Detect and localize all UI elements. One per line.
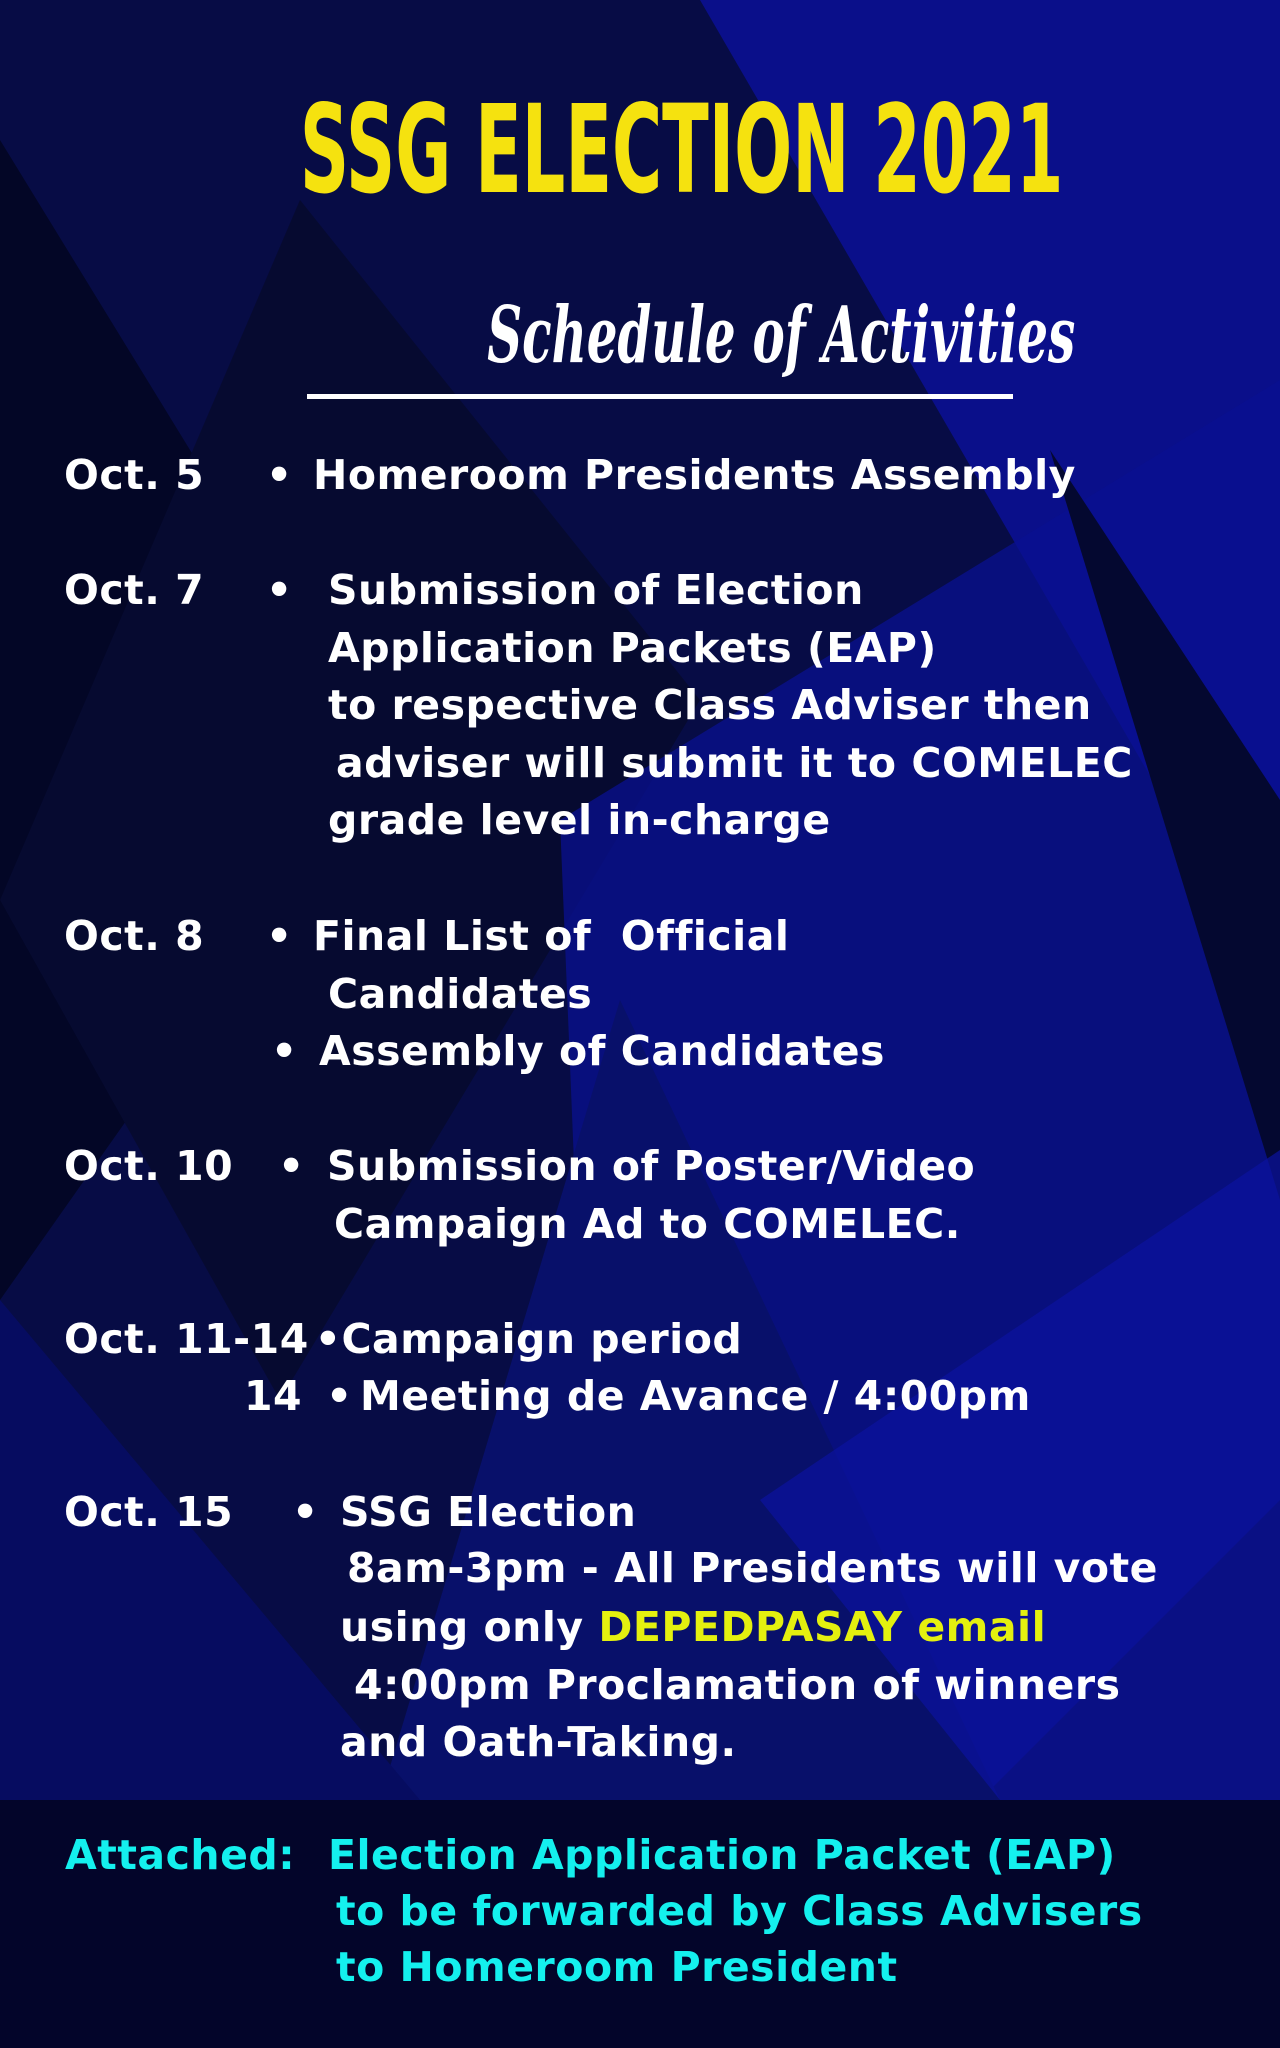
bullet: • [292,1488,319,1536]
activity: Meeting de Avance / 4:00pm [360,1372,1031,1420]
subtitle-text: Schedule of Activities [487,290,1076,381]
date: Oct. 7 [64,566,205,614]
activity: Candidates [328,970,593,1018]
schedule-row-oct-11-14 [64,1314,742,1364]
bullet: • [278,1142,305,1190]
highlight-email: DEPEDPASAY email [598,1603,1047,1651]
activity: and Oath-Taking. [340,1718,737,1766]
attached-text: Election Application Packet (EAP) [328,1831,1116,1879]
activity: Final List of Official [313,912,790,960]
activity: Application Packets (EAP) [328,624,937,672]
activity: 8am-3pm - All Presidents will vote [347,1544,1158,1592]
date: 14 [244,1372,303,1420]
date: Oct. 10 [64,1142,234,1190]
bullet: • [266,912,293,960]
activity: grade level in-charge [328,796,831,844]
date: Oct. 8 [64,912,205,960]
activity: Homeroom Presidents Assembly [313,451,1076,499]
bullet: • [314,1315,342,1363]
attached-text: to be forwarded by Class Advisers [336,1887,1143,1935]
bullet: • [326,1372,353,1420]
subtitle-underline [307,394,1013,399]
activity: Assembly of Candidates [319,1027,885,1075]
activity: to respective Class Adviser then [328,681,1092,729]
bullet: • [266,451,293,499]
title-text: SSG ELECTION 2021 [299,79,1064,221]
attached-text: to Homeroom President [336,1943,898,1991]
activity: Submission of Poster/Video [327,1142,976,1190]
activity-with-highlight [340,1602,1046,1652]
activity: adviser will submit it to COMELEC [336,739,1133,787]
activity: Campaign period [341,1315,743,1363]
date: Oct. 5 [64,451,205,499]
attached-label: Attached: [65,1831,296,1879]
activity-text: using only [340,1603,599,1651]
date: Oct. 15 [64,1488,234,1536]
page-title [0,79,1280,221]
activity: Submission of Election [328,566,864,614]
activity: SSG Election [340,1488,637,1536]
bullet: • [266,566,293,614]
date: Oct. 11-14 [64,1315,309,1363]
bullet: • [271,1027,298,1075]
subtitle [307,286,1076,386]
activity: Campaign Ad to COMELEC. [334,1200,961,1248]
activity: 4:00pm Proclamation of winners [354,1661,1121,1709]
